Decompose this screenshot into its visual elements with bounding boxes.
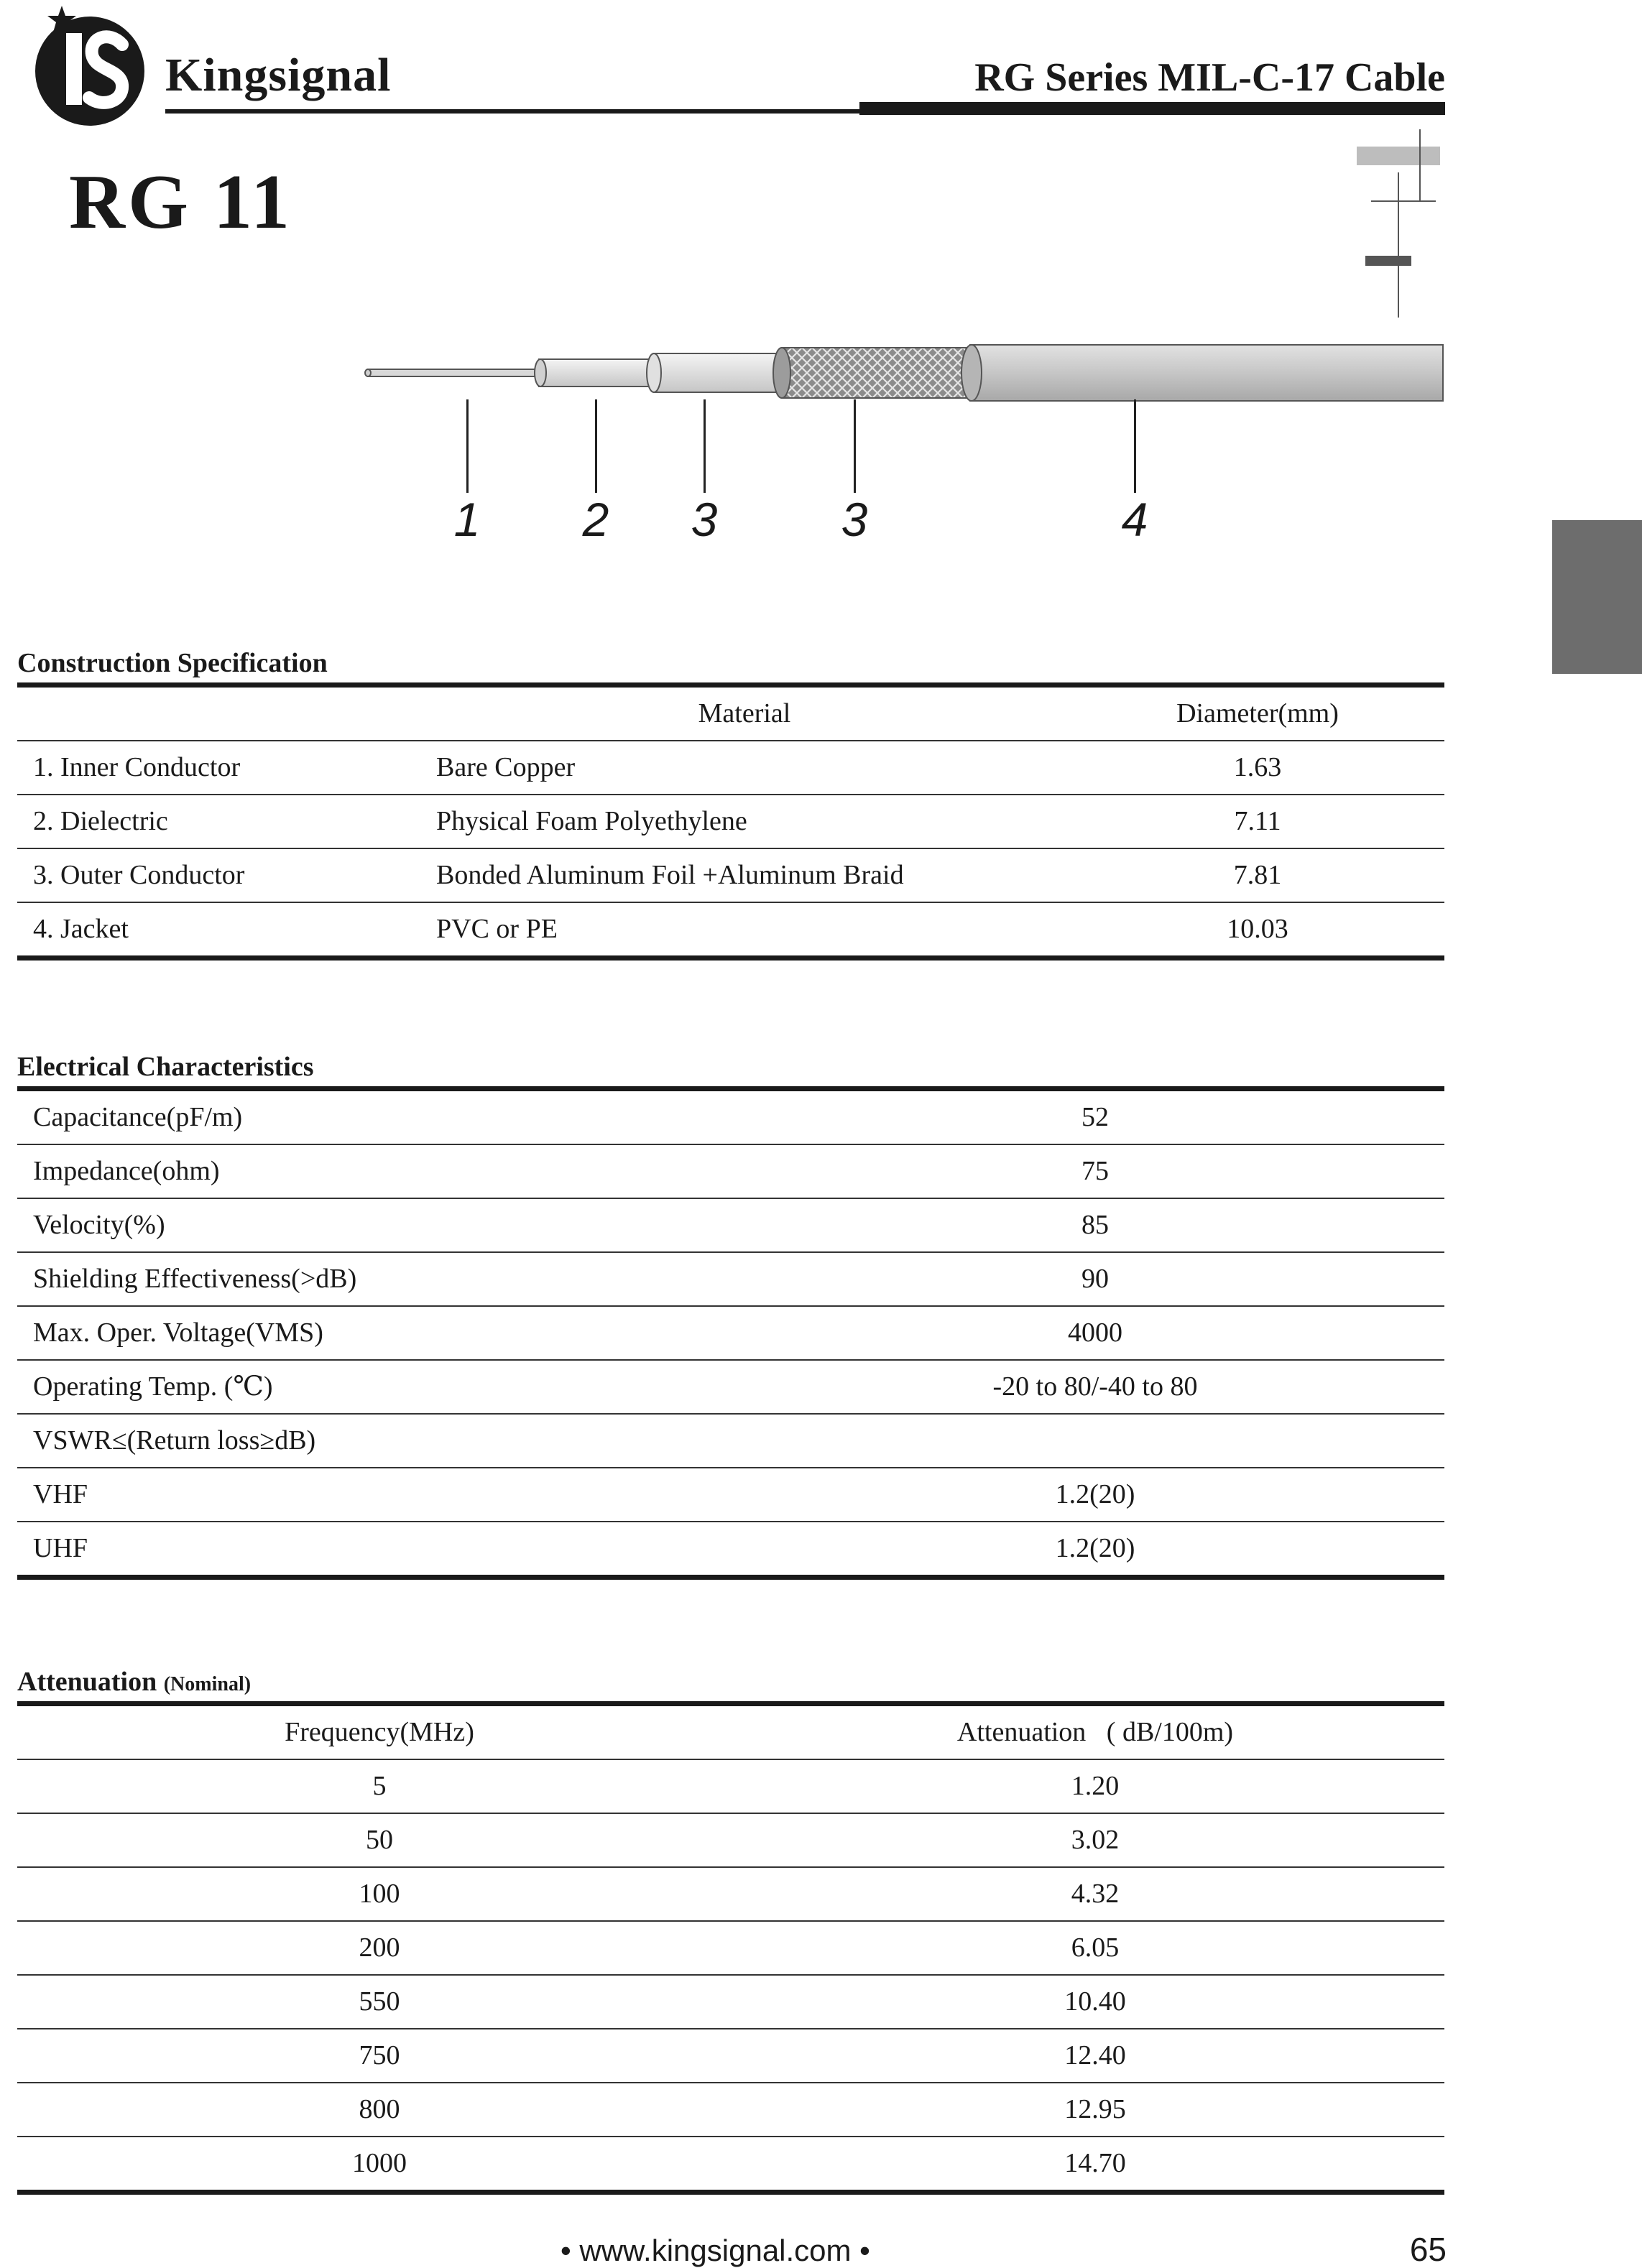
frequency-value: 200: [359, 1933, 400, 1963]
table-row: [17, 741, 1444, 795]
table-row: [17, 1868, 1444, 1922]
table-row: [17, 2029, 1444, 2083]
callout-4: 4: [1121, 493, 1148, 546]
construction-header-row: [17, 688, 1444, 741]
leader-line-3: [704, 399, 706, 493]
attenuation-value: 1.20: [1071, 1771, 1120, 1801]
table-row: [17, 1922, 1444, 1976]
attenuation-value: 4.32: [1071, 1879, 1120, 1909]
property-value: 4000: [1068, 1318, 1122, 1348]
callout-3b: 3: [841, 493, 868, 546]
leader-line-1: [466, 399, 469, 493]
table-row: [17, 1091, 1444, 1145]
frequency-value: 750: [359, 2040, 400, 2070]
property-value: 85: [1081, 1210, 1109, 1240]
attenuation-value: 6.05: [1071, 1933, 1120, 1963]
frequency-value: 1000: [352, 2148, 407, 2178]
leader-line-3b: [854, 399, 856, 493]
callout-3: 3: [691, 493, 718, 546]
page-number: 65: [1409, 2231, 1447, 2268]
property-label: Max. Oper. Voltage(VMS): [33, 1318, 323, 1348]
table-row: [17, 1522, 1444, 1580]
material-value: Physical Foam Polyethylene: [436, 806, 747, 836]
table-row: [17, 1253, 1444, 1307]
property-label: UHF: [33, 1533, 88, 1563]
electrical-table: [17, 1086, 1444, 1580]
attenuation-title-text: Attenuation: [17, 1667, 157, 1697]
table-row: [17, 1976, 1444, 2029]
property-label: Impedance(ohm): [33, 1156, 220, 1186]
attenuation-value: 12.95: [1064, 2094, 1126, 2124]
table-row: [17, 795, 1444, 849]
table-row: [17, 1307, 1444, 1361]
property-value: 75: [1081, 1156, 1109, 1186]
attenuation-subtitle: (Nominal): [163, 1673, 252, 1695]
header-attenuation: Attenuation ( dB/100m): [956, 1717, 1234, 1747]
table-row: [17, 2083, 1444, 2137]
table-row: [17, 1468, 1444, 1522]
model-title: RG 11: [69, 159, 293, 245]
item-label: 3. Outer Conductor: [33, 860, 245, 890]
attenuation-title: [17, 1668, 251, 1695]
header-diameter: Diameter(mm): [1176, 698, 1339, 728]
header-rule: [165, 109, 870, 114]
attenuation-header-row: [17, 1706, 1444, 1760]
brand-name: Kingsignal: [165, 49, 392, 101]
property-label: Shielding Effectiveness(>dB): [33, 1264, 357, 1294]
property-value: 90: [1081, 1264, 1109, 1294]
material-value: Bare Copper: [436, 752, 576, 782]
property-value: 1.2(20): [1055, 1533, 1135, 1563]
callout-1: 1: [453, 493, 481, 546]
table-row: [17, 849, 1444, 903]
item-label: 4. Jacket: [33, 914, 129, 944]
item-label: 2. Dielectric: [33, 806, 168, 836]
table-row: [17, 1361, 1444, 1415]
table-row: [17, 2137, 1444, 2195]
property-label: Capacitance(pF/m): [33, 1102, 243, 1132]
website-link[interactable]: • www.kingsignal.com •: [561, 2234, 870, 2267]
attenuation-value: 14.70: [1064, 2148, 1126, 2178]
item-label: 1. Inner Conductor: [33, 752, 241, 782]
diameter-value: 7.81: [1233, 860, 1282, 890]
header-frequency: Frequency(MHz): [285, 1717, 474, 1747]
leader-line-2: [595, 399, 597, 493]
frequency-value: 100: [359, 1879, 400, 1909]
series-title: RG Series MIL-C-17 Cable: [974, 55, 1445, 100]
material-value: Bonded Aluminum Foil +Aluminum Braid: [436, 860, 904, 890]
frequency-value: 50: [366, 1825, 393, 1855]
header-rule-thick: [859, 102, 1445, 115]
electrical-title: Electrical Characteristics: [17, 1052, 314, 1082]
table-row: [17, 1814, 1444, 1868]
table-row: [17, 903, 1444, 961]
callout-2: 2: [582, 493, 609, 546]
diameter-value: 7.11: [1234, 806, 1281, 836]
table-row: [17, 1199, 1444, 1253]
table-row: [17, 1415, 1444, 1468]
property-label: Velocity(%): [33, 1210, 165, 1240]
header-material: Material: [698, 698, 791, 728]
property-value: 1.2(20): [1055, 1479, 1135, 1509]
cable-cross-section-diagram: [359, 338, 1452, 409]
table-row: [17, 1145, 1444, 1199]
attenuation-table: [17, 1701, 1444, 2195]
frequency-value: 800: [359, 2094, 400, 2124]
construction-title: Construction Specification: [17, 648, 328, 678]
material-value: PVC or PE: [436, 914, 558, 944]
property-label: VSWR≤(Return loss≥dB): [33, 1425, 316, 1455]
property-label: Operating Temp. (℃): [33, 1371, 273, 1402]
diameter-value: 10.03: [1227, 914, 1288, 944]
leader-line-4: [1134, 399, 1136, 493]
crosshair-icon: [1351, 129, 1444, 323]
attenuation-value: 3.02: [1071, 1825, 1120, 1855]
diameter-value: 1.63: [1233, 752, 1282, 782]
kingsignal-logo-icon: [29, 3, 151, 126]
construction-table: [17, 682, 1444, 961]
table-row: [17, 1760, 1444, 1814]
frequency-value: 550: [359, 1986, 400, 2017]
attenuation-value: 12.40: [1064, 2040, 1126, 2070]
frequency-value: 5: [372, 1771, 387, 1801]
property-label: VHF: [33, 1479, 88, 1509]
property-value: -20 to 80/-40 to 80: [992, 1371, 1198, 1402]
property-value: 52: [1081, 1102, 1109, 1132]
attenuation-value: 10.40: [1064, 1986, 1126, 2017]
side-tab: [1552, 520, 1642, 674]
